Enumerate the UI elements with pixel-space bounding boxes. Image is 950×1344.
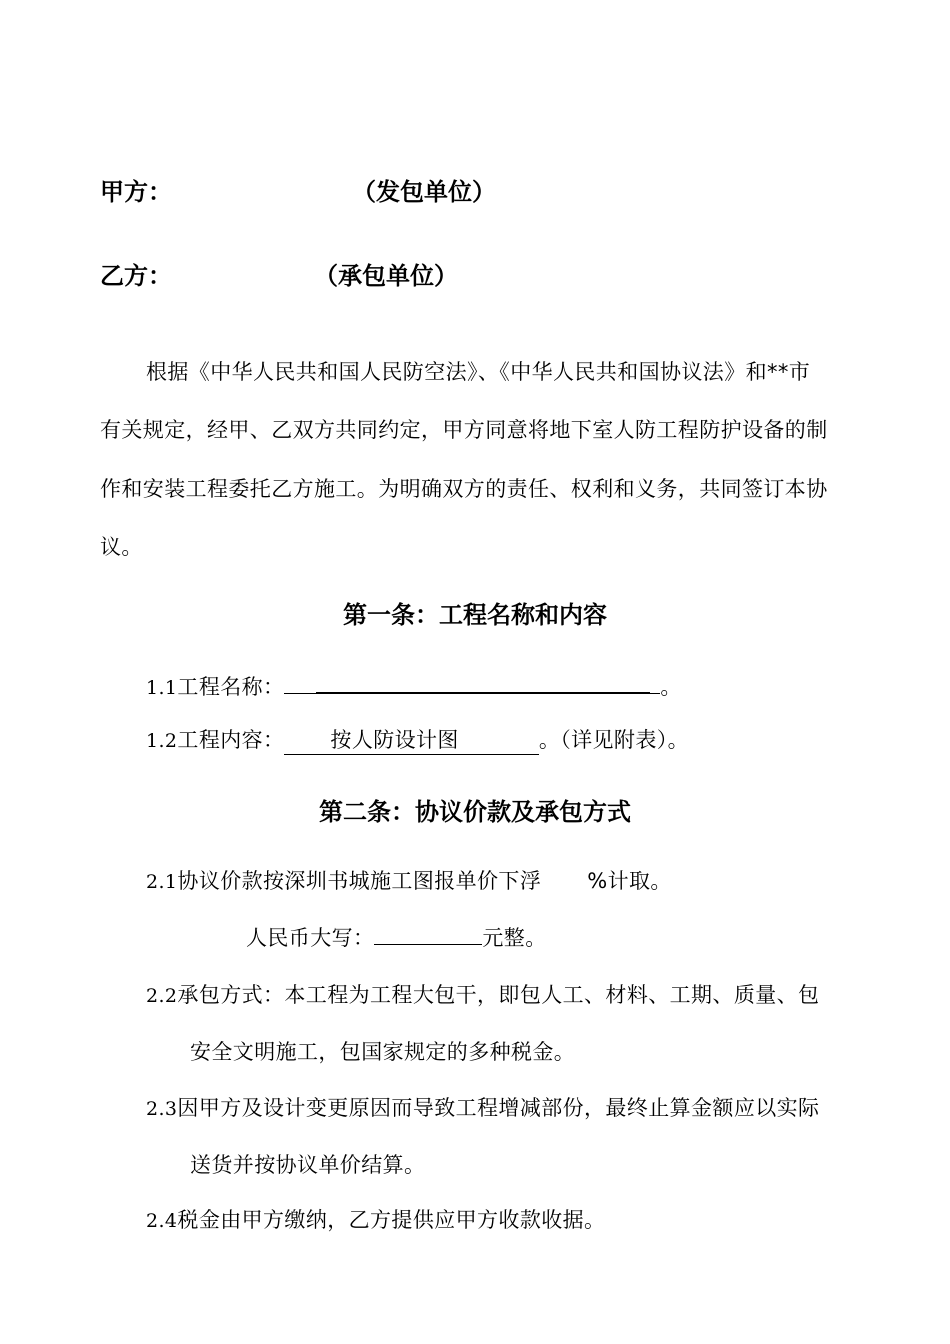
intro-line-3: 作和安装工程委托乙方施工。为明确双方的责任、权利和义务，共同签订本协 <box>100 477 828 501</box>
rmb-label: 人民币大写： <box>246 926 375 950</box>
party-a-role: （发包单位） <box>352 178 496 206</box>
item-1-2-end: 。（详见附表）。 <box>538 728 690 752</box>
intro-line-1: 根据《中华人民共和国人民防空法》、《中华人民共和国协议法》和**市 <box>146 360 811 384</box>
item-2-2 <box>146 979 819 1009</box>
item-1-1-blank-c <box>650 671 660 694</box>
item-2-3-line-1: 因甲方及设计变更原因而导致工程增减部份，最终止算金额应以实际 <box>177 1096 820 1120</box>
item-1-1-label: 工程名称： <box>177 675 285 699</box>
item-2-2-number: 2.2 <box>146 985 178 1007</box>
item-2-4-text: 税金由甲方缴纳，乙方提供应甲方收款收据。 <box>177 1208 606 1232</box>
item-2-3-number: 2.3 <box>146 1098 178 1120</box>
item-1-2-label: 工程内容： <box>177 728 285 752</box>
intro-line-4: 议。 <box>100 535 143 559</box>
rmb-amount <box>246 922 547 952</box>
item-2-4 <box>146 1204 605 1234</box>
item-2-2-line-2: 安全文明施工，包国家规定的多种税金。 <box>190 1040 576 1064</box>
rmb-end: 元整。 <box>482 926 547 950</box>
article-1-title: 第一条：工程名称和内容 <box>343 601 607 629</box>
article-2-title: 第二条：协议价款及承包方式 <box>319 798 631 826</box>
rmb-blank <box>374 922 482 945</box>
intro-line-2: 有关规定，经甲、乙双方共同约定，甲方同意将地下室人防工程防护设备的制 <box>100 418 828 442</box>
item-2-1-text-b: %计取。 <box>587 869 672 893</box>
item-1-1-blank-a <box>284 671 316 694</box>
item-2-1 <box>146 865 672 895</box>
item-1-1-end: 。 <box>660 675 682 699</box>
item-2-1-text-a: 协议价款按深圳书城施工图报单价下浮 <box>177 869 542 893</box>
item-1-2 <box>146 724 689 755</box>
item-2-3 <box>146 1092 819 1122</box>
item-1-2-number: 1.2 <box>146 730 178 752</box>
item-2-1-number: 2.1 <box>146 871 178 893</box>
item-2-4-number: 2.4 <box>146 1210 178 1232</box>
party-b-label: 乙方： <box>100 262 172 290</box>
item-2-3-line-2: 送货并按协议单价结算。 <box>190 1153 426 1177</box>
item-1-1-blank-b <box>316 670 650 694</box>
party-a-label: 甲方： <box>100 178 172 206</box>
item-1-1 <box>146 670 682 701</box>
item-2-2-line-1: 承包方式：本工程为工程大包干，即包人工、材料、工期、质量、包 <box>177 983 820 1007</box>
item-1-2-value: 按人防设计图 <box>284 724 538 755</box>
party-b-role: （承包单位） <box>314 262 458 290</box>
item-1-1-number: 1.1 <box>146 677 178 699</box>
